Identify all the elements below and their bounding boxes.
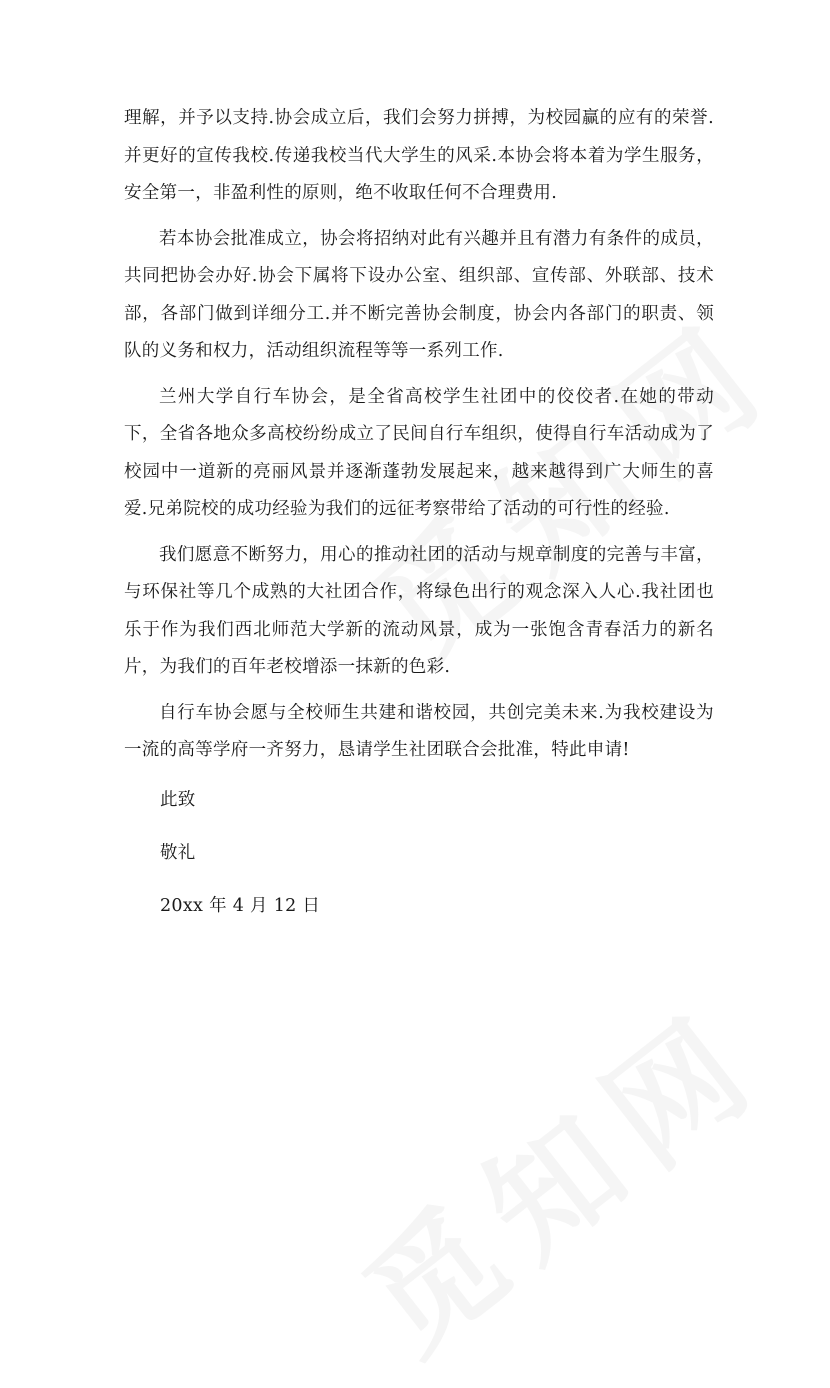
closing-date: 20xx 年 4 月 12 日 [160, 895, 321, 916]
paragraph-1: 理解，并予以支持.协会成立后，我们会努力拼搏，为校园赢的应有的荣誉.并更好的宣传我校.传递我校当代大学生的风采.本协会将本着为学生服务，安全第一，非盈利性的原则，绝不收取任何不合理费用. [124, 108, 714, 203]
paragraph-2: 若本协会批准成立，协会将招纳对此有兴趣并且有潜力有条件的成员，共同把协会办好.协会下属将下设办公室、组织部、宣传部、外联部、技术部，各部门做到详细分工.并不断完善协会制度，协会内各部门的职责、领队的义务和权力，活动组织流程等等一系列工作. [124, 228, 714, 361]
closing-salutation: 此致 [160, 789, 196, 810]
paragraph-3: 兰州大学自行车协会，是全省高校学生社团中的佼佼者.在她的带动下，全省各地众多高校纷纷成立了民间自行车组织，使得自行车活动成为了校园中一道新的亮丽风景并逐渐蓬勃发展起来，越来越得到广大师生的喜爱.兄弟院校的成功经验为我们的远征考察带给了活动的可行性的经验. [124, 386, 714, 519]
letter-body [124, 100, 714, 937]
paragraph-4: 我们愿意不断努力，用心的推动社团的活动与规章制度的完善与丰富，与环保社等几个成熟的大社团合作，将绿色出行的观念深入人心.我社团也乐于作为我们西北师范大学新的流动风景，成为一张饱含青春活力的新名片，为我们的百年老校增添一抹新的色彩. [124, 544, 714, 677]
paragraph-5: 自行车协会愿与全校师生共建和谐校园，共创完美未来.为我校建设为一流的高等学府一齐努力，恳请学生社团联合会批准，特此申请! [124, 702, 714, 760]
closing-regards: 敬礼 [160, 842, 196, 863]
